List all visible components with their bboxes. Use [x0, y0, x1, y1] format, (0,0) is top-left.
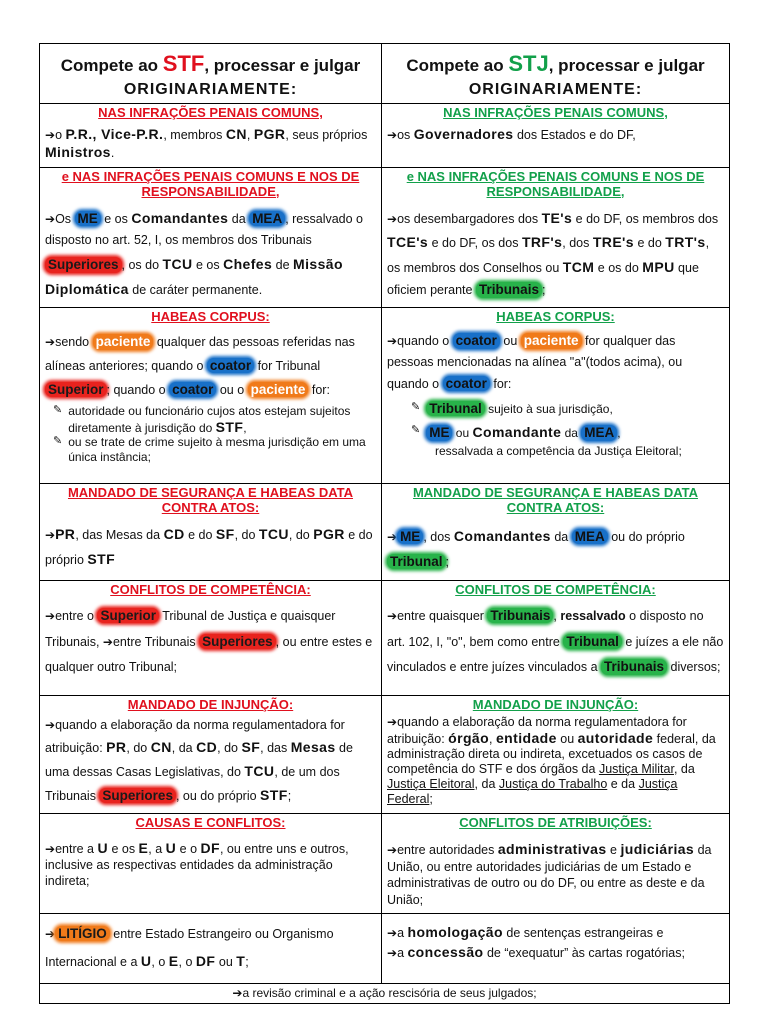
stf-header — [40, 44, 382, 104]
highlight-me: ME — [75, 211, 101, 227]
highlight-coator: coator — [453, 333, 500, 349]
arrow-icon: ➔ — [45, 335, 56, 349]
highlight-tribunais: Tribunais — [476, 282, 542, 298]
row-habeas-corpus — [40, 308, 730, 484]
arrow-icon: ➔ — [45, 211, 56, 226]
footer-cell — [40, 983, 730, 1003]
section-title: MANDADO DE SEGURANÇA E HABEAS DATA CONTRA ATOS: — [67, 485, 354, 515]
competence-table — [39, 43, 730, 1004]
section-title: CONFLITOS DE COMPETÊNCIA: — [455, 581, 656, 597]
list-item: ✎ Tribunal sujeito à sua jurisdição, — [411, 400, 613, 416]
section-title: e NAS INFRAÇÕES PENAIS COMUNS E NOS DE RESPONSABILIDADE, — [406, 168, 705, 199]
arrow-icon: ➔ — [387, 334, 398, 348]
header-originariamente: ORIGINARIAMENTE: — [123, 80, 298, 98]
stj-cell: HABEAS CORPUS: ➔quando o coator ou paciente for qualquer das pessoas mencionadas na alínea "a"(todos acima), ou quando o coator for: ✎ Tribunal sujeito à sua jurisdição, ✎ ME ou Comandante da MEA , ressalvada a competência da Justiça Eleitoral; — [382, 308, 730, 484]
highlight-mea: MEA — [572, 529, 608, 545]
arrow-icon: ➔ — [387, 843, 398, 858]
court-stj: STJ — [508, 51, 549, 76]
highlight-tribunais: Tribunais — [601, 659, 667, 675]
list-item: ✎ autoridade ou funcionário cujos atos estejam sujeitos diretamente à jurisdição do STF, — [53, 404, 351, 435]
list-item: ✎ ME ou Comandante da MEA , — [411, 424, 621, 441]
arrow-icon: ➔ — [387, 925, 398, 940]
row-infracoes-comuns — [40, 103, 730, 167]
stf-cell: e NAS INFRAÇÕES PENAIS COMUNS E NOS DE RESPONSABILIDADE, ➔Os ME e os Comandantes da MEA , ressalvado o disposto no art. 52, I, os membros dos Tribunais Superiores , os do TCU e os Chefes de Missão Diplomática de caráter permanente. — [40, 167, 382, 307]
highlight-superior: Superior — [45, 382, 107, 398]
arrow-icon: ➔ — [45, 128, 56, 143]
stf-cell: HABEAS CORPUS: ➔sendo paciente qualquer das pessoas referidas nas alíneas anteriores; quando o coator for Tribunal Superior ; quando o coator ou o paciente for: ✎ autoridade ou funcionário cujos atos estejam sujeitos diretamente à jurisdição do STF, ✎ ou se trate de crime sujeito à mesma jurisdição em uma única instância; — [40, 308, 382, 484]
section-title: CONFLITOS DE ATRIBUIÇÕES: — [459, 814, 652, 830]
row-responsabilidade — [40, 167, 730, 307]
stf-cell: NAS INFRAÇÕES PENAIS COMUNS, ➔o P.R., Vice-P.R., membros CN, PGR, seus próprios Ministros. — [40, 103, 382, 167]
highlight-me: ME — [397, 529, 423, 545]
stj-cell: e NAS INFRAÇÕES PENAIS COMUNS E NOS DE RESPONSABILIDADE, ➔os desembargadores dos TE's e do DF, os membros dos TCE's e do DF, os dos TRF's, dos TRE's e do TRT's, os membros dos Conselhos ou TCM e os do MPU que oficiem perante Tribunais ; — [382, 167, 730, 307]
arrow-icon: ➔ — [232, 985, 243, 1000]
highlight-superior: Superior — [97, 608, 159, 624]
highlight-tribunal: Tribunal — [563, 634, 622, 650]
highlight-paciente: paciente — [521, 333, 582, 349]
section-title: CAUSAS E CONFLITOS: — [135, 814, 286, 830]
section-title: NAS INFRAÇÕES PENAIS COMUNS, — [443, 104, 668, 120]
highlight-coator: coator — [207, 358, 254, 374]
row-causas-conflitos — [40, 813, 730, 913]
arrow-icon: ➔ — [387, 946, 398, 961]
header-pre: Compete ao — [406, 56, 504, 75]
highlight-tribunais: Tribunais — [487, 608, 553, 624]
pencil-icon: ✎ — [411, 424, 421, 437]
highlight-mea: MEA — [581, 425, 617, 441]
header-originariamente: ORIGINARIAMENTE: — [468, 80, 643, 98]
section-title: MANDADO DE INJUNÇÃO: — [127, 696, 294, 712]
highlight-coator: coator — [169, 382, 216, 398]
row-mandado-injuncao — [40, 695, 730, 813]
header-row — [40, 44, 730, 104]
stj-cell: NAS INFRAÇÕES PENAIS COMUNS, ➔os Governadores dos Estados e do DF, — [382, 103, 730, 167]
stj-header — [382, 44, 730, 104]
court-stf: STF — [162, 51, 205, 76]
row-conflitos-competencia — [40, 580, 730, 695]
highlight-me: ME — [426, 425, 452, 441]
arrow-icon: ➔ — [387, 529, 398, 544]
section-title: e NAS INFRAÇÕES PENAIS COMUNS E NOS DE RESPONSABILIDADE, — [61, 168, 360, 199]
stj-cell: ➔a homologação de sentenças estrangeiras e ➔a concessão de “exequatur” às cartas rogatórias; — [382, 913, 730, 983]
stf-cell: CONFLITOS DE COMPETÊNCIA: ➔entre o Superior Tribunal de Justiça e quaisquer Tribunais, ➔entre Tribunais Superiores , ou entre estes e qualquer outro Tribunal; — [40, 580, 382, 695]
list-item: ✎ ou se trate de crime sujeito à mesma jurisdição em uma única instância; — [53, 435, 366, 464]
stj-cell: CONFLITOS DE COMPETÊNCIA: ➔entre quaisquer Tribunais , ressalvado o disposto no art. 102, I, "o", bem como entre Tribunal e juízes a ele não vinculados e entre juízes vinculados a Tribunais diversos; — [382, 580, 730, 695]
row-litigio-homologacao — [40, 913, 730, 983]
header-pre: Compete ao — [60, 56, 159, 75]
section-title: HABEAS CORPUS: — [496, 309, 615, 325]
stf-cell: CAUSAS E CONFLITOS: ➔entre a U e os E, a U e o DF, ou entre uns e outros, inclusive as respectivas entidades da administração indireta; — [40, 813, 382, 913]
footer-row — [40, 983, 730, 1003]
footer-text: a revisão criminal e a ação rescisória de seus julgados; — [242, 985, 537, 1000]
highlight-coator: coator — [443, 376, 490, 392]
stf-cell: ➔ LITÍGIO entre Estado Estrangeiro ou Organismo Internacional e a U, o E, o DF ou T; — [40, 913, 382, 983]
bullet-continuation: ressalvada a competência da Justiça Eleitoral; — [435, 444, 682, 459]
pencil-icon: ✎ — [411, 400, 421, 413]
highlight-superiores: Superiores — [99, 788, 176, 804]
pencil-icon: ✎ — [53, 404, 63, 417]
pencil-icon: ✎ — [53, 435, 63, 448]
section-title: HABEAS CORPUS: — [151, 309, 270, 325]
section-title: CONFLITOS DE COMPETÊNCIA: — [110, 581, 311, 597]
section-title: NAS INFRAÇÕES PENAIS COMUNS, — [98, 104, 323, 120]
stj-cell: CONFLITOS DE ATRIBUIÇÕES: ➔entre autoridades administrativas e judiciárias da União, ou entre autoridades judiciárias de um Estado e administrativas de outro ou do DF, ou entre as deste e da União; — [382, 813, 730, 913]
arrow-icon: ➔ — [45, 926, 56, 941]
stj-cell: MANDADO DE SEGURANÇA E HABEAS DATA CONTRA ATOS: ➔ ME , dos Comandantes da MEA ou do próprio Tribunal ; — [382, 484, 730, 581]
highlight-mea: MEA — [249, 211, 285, 227]
arrow-icon: ➔ — [45, 527, 56, 542]
arrow-icon: ➔ — [387, 714, 398, 729]
highlight-paciente: paciente — [248, 382, 309, 398]
arrow-icon: ➔ — [45, 608, 56, 623]
stf-cell: MANDADO DE INJUNÇÃO: ➔quando a elaboração da norma regulamentadora for atribuição: PR, do CN, da CD, do SF, das Mesas de uma dessas Casas Legislativas, do TCU, de um dos Tribunais Superiores , ou do próprio STF; — [40, 695, 382, 813]
row-mandado-seguranca — [40, 484, 730, 581]
highlight-superiores: Superiores — [45, 257, 122, 273]
highlight-paciente: paciente — [93, 334, 154, 350]
stf-cell: MANDADO DE SEGURANÇA E HABEAS DATA CONTRA ATOS: ➔PR, das Mesas da CD e do SF, do TCU, do PGR e do próprio STF — [40, 484, 382, 581]
highlight-tribunal: Tribunal — [387, 554, 446, 570]
section-title: MANDADO DE INJUNÇÃO: — [472, 696, 639, 712]
highlight-litigio: LITÍGIO — [55, 926, 110, 942]
arrow-icon: ➔ — [45, 717, 56, 732]
highlight-tribunal: Tribunal — [426, 401, 485, 417]
stj-cell: MANDADO DE INJUNÇÃO: ➔quando a elaboração da norma regulamentadora for atribuição: órgão, entidade ou autoridade federal, da administração direta ou indireta, excetuados os casos de competência do STF e dos órgãos da Justiça Militar, da Justiça Eleitoral, da Justiça do Trabalho e da Justiça Federal; — [382, 695, 730, 813]
arrow-icon: ➔ — [102, 634, 113, 649]
header-post: , processar e julgar — [548, 56, 705, 75]
arrow-icon: ➔ — [387, 128, 398, 143]
header-post: , processar e julgar — [204, 56, 361, 75]
arrow-icon: ➔ — [45, 842, 56, 857]
arrow-icon: ➔ — [387, 608, 398, 623]
highlight-superiores: Superiores — [199, 634, 276, 650]
arrow-icon: ➔ — [387, 211, 398, 226]
section-title: MANDADO DE SEGURANÇA E HABEAS DATA CONTRA ATOS: — [412, 485, 699, 515]
